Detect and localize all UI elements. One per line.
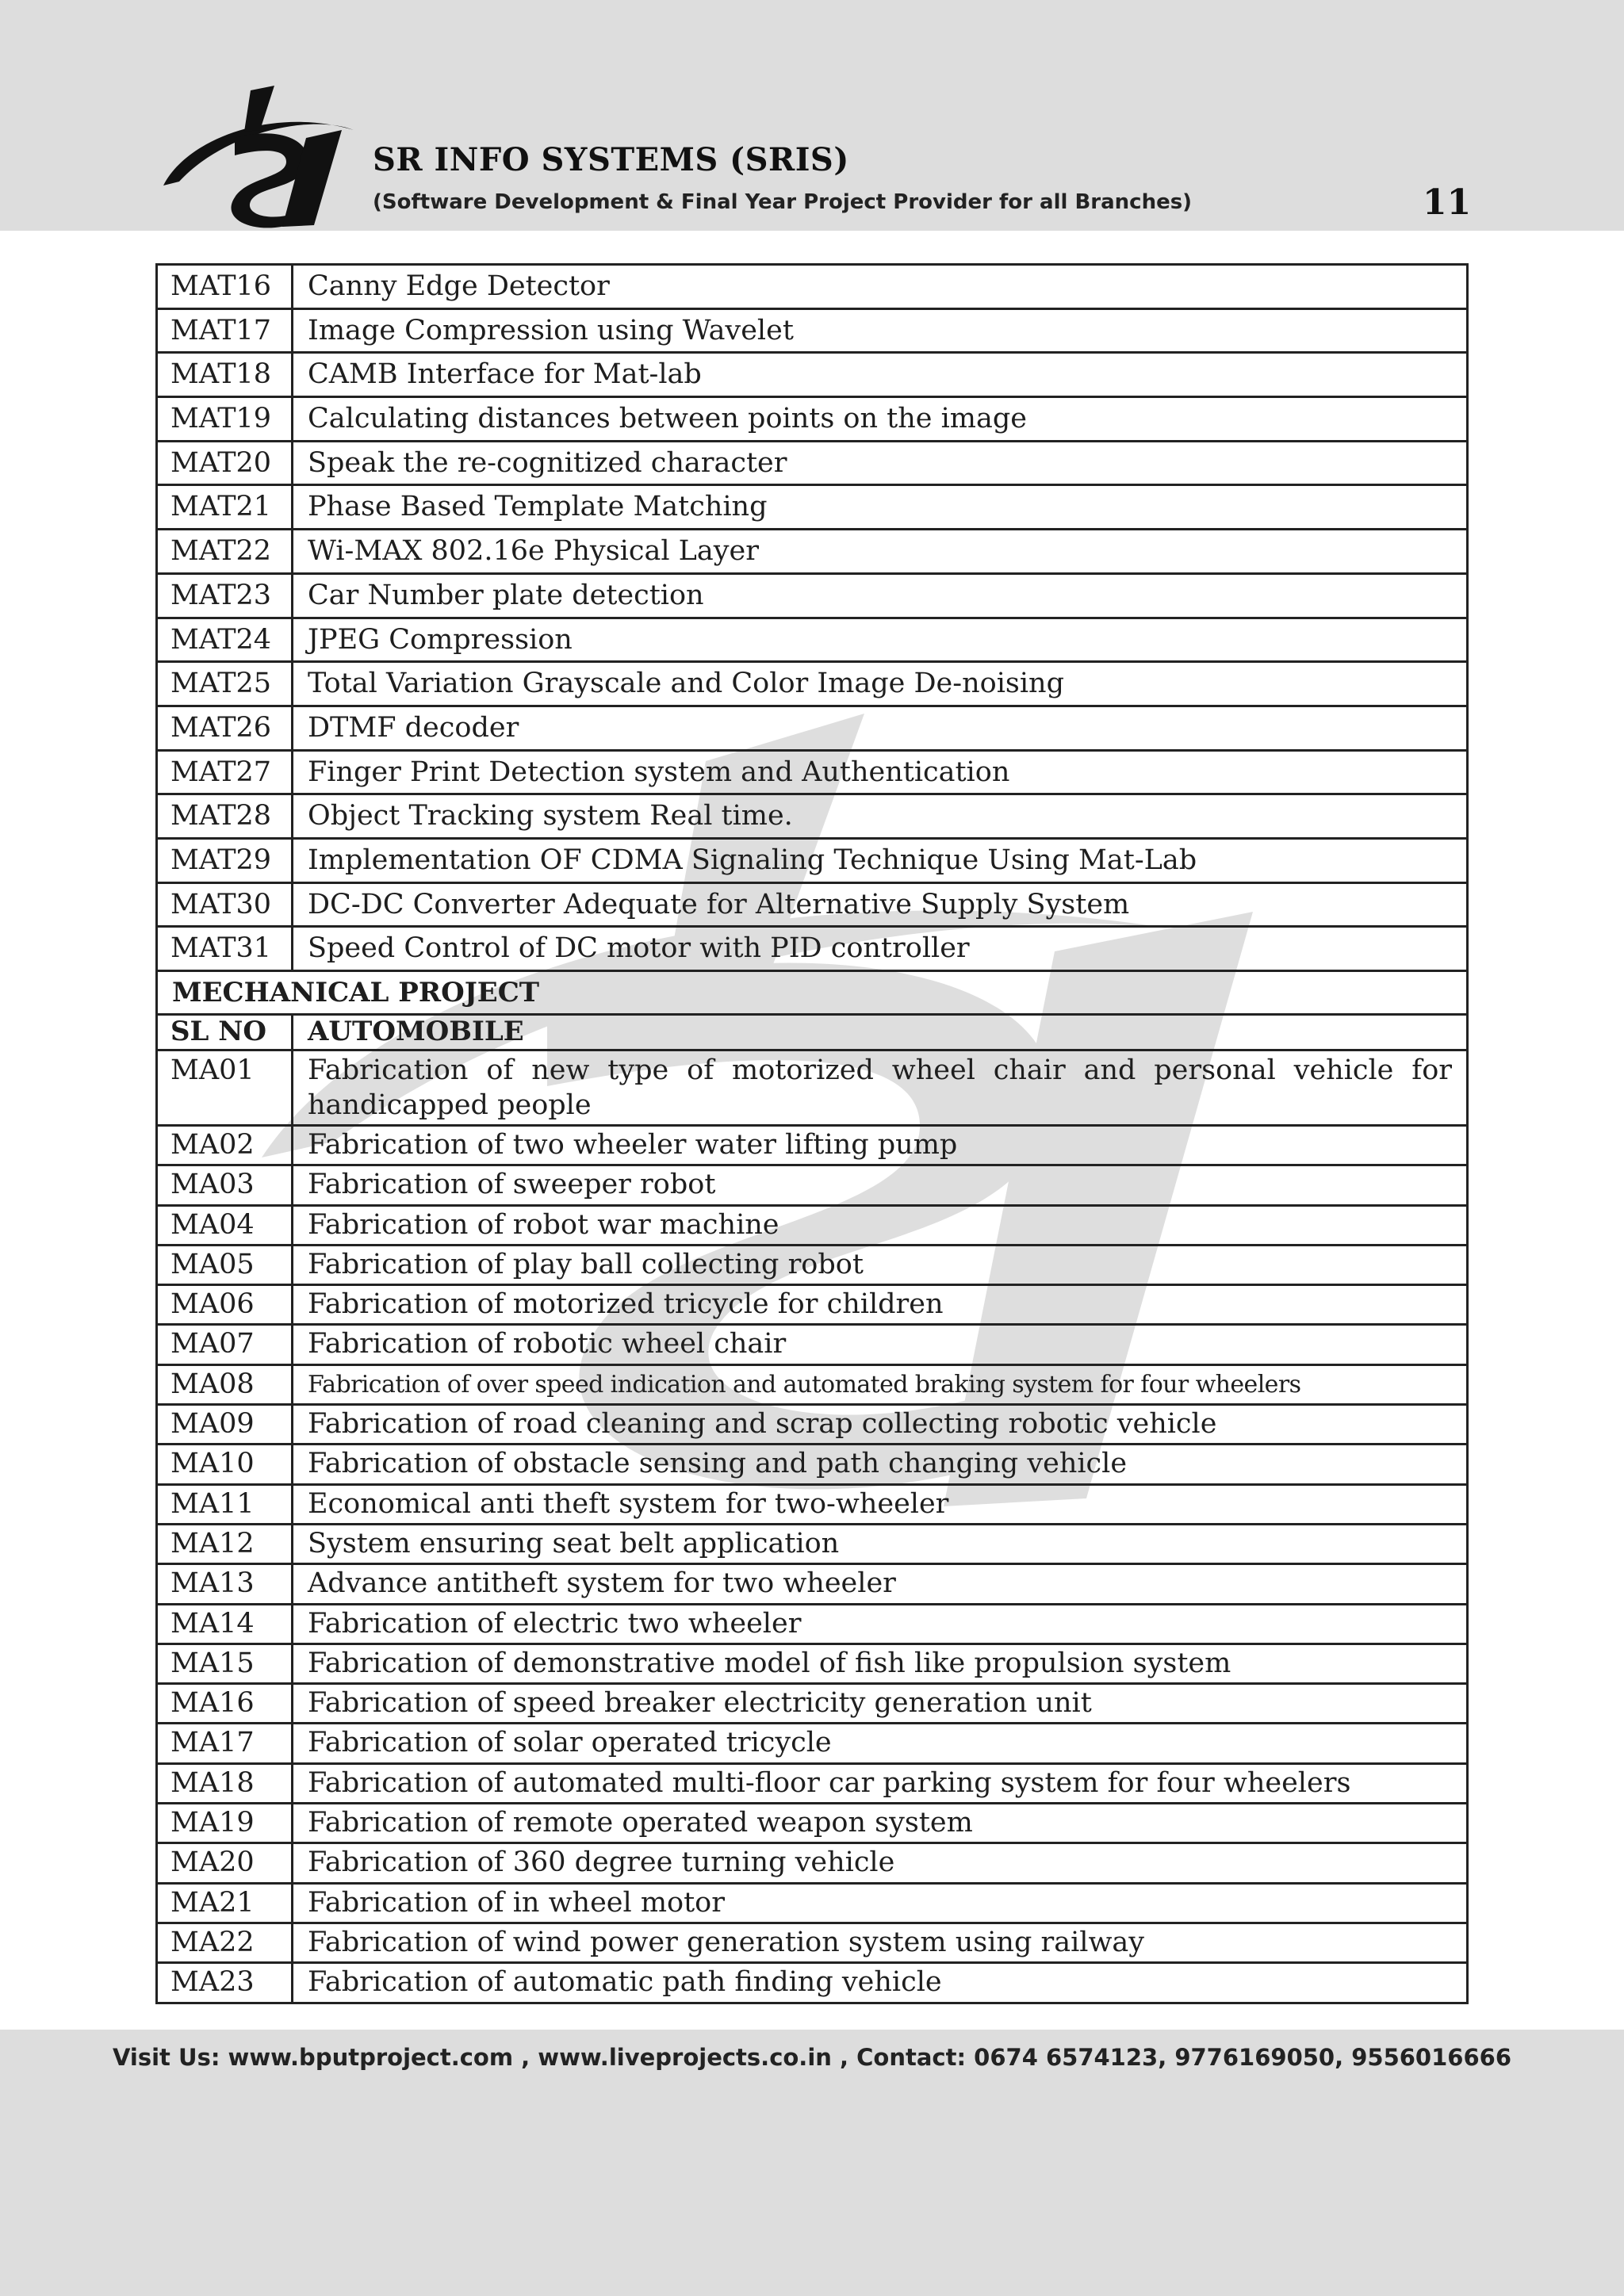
column-header-sl-no: SL NO (157, 1015, 293, 1050)
project-title: Fabrication of two wheeler water lifting pump (293, 1126, 1468, 1165)
project-title: Fabrication of sweeper robot (293, 1165, 1468, 1205)
project-title: Fabrication of demonstrative model of fish like propulsion system (293, 1644, 1468, 1683)
project-title: Object Tracking system Real time. (293, 794, 1468, 839)
column-header-category: AUTOMOBILE (293, 1015, 1468, 1050)
project-title: Fabrication of robotic wheel chair (293, 1325, 1468, 1364)
table-row (157, 1484, 1468, 1524)
table-row (157, 441, 1468, 485)
project-title: Fabrication of over speed indication and automated braking system for four wheelers (293, 1364, 1468, 1404)
table-row (157, 1405, 1468, 1445)
project-title: Fabrication of in wheel motor (293, 1883, 1468, 1923)
project-table (155, 263, 1469, 2004)
project-title: Fabrication of play ball collecting robot (293, 1245, 1468, 1284)
matlab-project-rows (157, 265, 1468, 971)
page-number: 11 (1423, 182, 1472, 223)
project-code: MAT18 (157, 353, 293, 397)
sris-logo-icon (155, 82, 362, 230)
table-row (157, 838, 1468, 882)
table-row (157, 397, 1468, 442)
project-code: MAT29 (157, 838, 293, 882)
project-code: MA23 (157, 1963, 293, 2003)
section-title: MECHANICAL PROJECT (157, 971, 1468, 1015)
mechanical-project-rows (157, 1050, 1468, 2003)
project-code: MAT30 (157, 882, 293, 927)
project-title: Car Number plate detection (293, 573, 1468, 618)
project-code: MA07 (157, 1325, 293, 1364)
project-code: MA09 (157, 1405, 293, 1445)
table-row (157, 265, 1468, 309)
table-row (157, 485, 1468, 530)
project-code: MAT23 (157, 573, 293, 618)
project-title: Calculating distances between points on the image (293, 397, 1468, 442)
table-row (157, 750, 1468, 794)
table-row (157, 1724, 1468, 1763)
project-title: Finger Print Detection system and Authentication (293, 750, 1468, 794)
project-title: Fabrication of new type of motorized wheel chair and personal vehicle for handicapped people (293, 1050, 1468, 1126)
table-row (157, 794, 1468, 839)
project-code: MA05 (157, 1245, 293, 1284)
project-code: MA18 (157, 1763, 293, 1803)
table-row (157, 662, 1468, 706)
table-row (157, 1325, 1468, 1364)
table-row (157, 1126, 1468, 1165)
table-row (157, 1804, 1468, 1843)
table-row (157, 1285, 1468, 1325)
project-code: MAT19 (157, 397, 293, 442)
project-title: Wi-MAX 802.16e Physical Layer (293, 530, 1468, 574)
project-title: Speed Control of DC motor with PID controller (293, 927, 1468, 971)
project-table-container (155, 263, 1469, 2004)
project-title: Image Compression using Wavelet (293, 308, 1468, 353)
project-code: MAT31 (157, 927, 293, 971)
project-code: MAT25 (157, 662, 293, 706)
project-code: MA19 (157, 1804, 293, 1843)
table-row (157, 882, 1468, 927)
project-code: MAT17 (157, 308, 293, 353)
table-row (157, 1564, 1468, 1604)
table-row (157, 1050, 1468, 1126)
section-title-row (157, 971, 1468, 1015)
table-row (157, 1883, 1468, 1923)
project-title: Implementation OF CDMA Signaling Technique Using Mat-Lab (293, 838, 1468, 882)
project-code: MA15 (157, 1644, 293, 1683)
table-row (157, 927, 1468, 971)
project-title: Fabrication of electric two wheeler (293, 1604, 1468, 1644)
project-code: MA13 (157, 1564, 293, 1604)
project-title: DTMF decoder (293, 706, 1468, 750)
project-title: Fabrication of road cleaning and scrap collecting robotic vehicle (293, 1405, 1468, 1445)
project-code: MA14 (157, 1604, 293, 1644)
project-code: MA04 (157, 1205, 293, 1245)
project-code: MA01 (157, 1050, 293, 1126)
table-row (157, 1524, 1468, 1563)
table-row (157, 1923, 1468, 1962)
project-code: MA21 (157, 1883, 293, 1923)
project-code: MA06 (157, 1285, 293, 1325)
project-code: MA08 (157, 1364, 293, 1404)
project-code: MA22 (157, 1923, 293, 1962)
project-code: MAT20 (157, 441, 293, 485)
project-title: Fabrication of robot war machine (293, 1205, 1468, 1245)
project-code: MA11 (157, 1484, 293, 1524)
table-row (157, 573, 1468, 618)
project-title: Fabrication of remote operated weapon system (293, 1804, 1468, 1843)
project-code: MAT26 (157, 706, 293, 750)
project-title: Advance antitheft system for two wheeler (293, 1564, 1468, 1604)
project-title: Total Variation Grayscale and Color Image De-noising (293, 662, 1468, 706)
table-row (157, 618, 1468, 662)
project-title: JPEG Compression (293, 618, 1468, 662)
project-title: Fabrication of automated multi-floor car parking system for four wheelers (293, 1763, 1468, 1803)
project-title: DC-DC Converter Adequate for Alternative Supply System (293, 882, 1468, 927)
project-title: Phase Based Template Matching (293, 485, 1468, 530)
table-row (157, 1364, 1468, 1404)
table-row (157, 530, 1468, 574)
project-code: MA20 (157, 1843, 293, 1883)
project-title: Fabrication of wind power generation system using railway (293, 1923, 1468, 1962)
table-row (157, 308, 1468, 353)
project-title: Fabrication of automatic path finding vehicle (293, 1963, 1468, 2003)
table-row (157, 706, 1468, 750)
project-title: Fabrication of 360 degree turning vehicle (293, 1843, 1468, 1883)
table-row (157, 353, 1468, 397)
table-row (157, 1245, 1468, 1284)
table-row (157, 1763, 1468, 1803)
project-code: MAT27 (157, 750, 293, 794)
project-code: MAT28 (157, 794, 293, 839)
column-header-row (157, 1015, 1468, 1050)
project-title: Fabrication of motorized tricycle for children (293, 1285, 1468, 1325)
company-tagline: (Software Development & Final Year Project Provider for all Branches) (373, 190, 1193, 214)
project-title: System ensuring seat belt application (293, 1524, 1468, 1563)
table-row (157, 1843, 1468, 1883)
project-code: MA02 (157, 1126, 293, 1165)
project-code: MA03 (157, 1165, 293, 1205)
project-code: MAT16 (157, 265, 293, 309)
project-code: MA16 (157, 1684, 293, 1724)
project-title: Fabrication of speed breaker electricity generation unit (293, 1684, 1468, 1724)
project-code: MAT24 (157, 618, 293, 662)
project-code: MA10 (157, 1445, 293, 1484)
project-code: MA17 (157, 1724, 293, 1763)
project-title: Canny Edge Detector (293, 265, 1468, 309)
table-row (157, 1445, 1468, 1484)
table-row (157, 1165, 1468, 1205)
table-row (157, 1644, 1468, 1683)
project-code: MA12 (157, 1524, 293, 1563)
table-row (157, 1604, 1468, 1644)
project-title: Fabrication of solar operated tricycle (293, 1724, 1468, 1763)
project-code: MAT21 (157, 485, 293, 530)
table-row (157, 1205, 1468, 1245)
company-name: SR INFO SYSTEMS (SRIS) (373, 141, 849, 178)
project-title: Fabrication of obstacle sensing and path changing vehicle (293, 1445, 1468, 1484)
mechanical-section-header (157, 971, 1468, 1050)
table-row (157, 1684, 1468, 1724)
project-title: Speak the re-cognitized character (293, 441, 1468, 485)
project-title: Economical anti theft system for two-wheeler (293, 1484, 1468, 1524)
table-row (157, 1963, 1468, 2003)
project-title: CAMB Interface for Mat-lab (293, 353, 1468, 397)
project-code: MAT22 (157, 530, 293, 574)
footer-contact-text: Visit Us: www.bputproject.com , www.liveprojects.co.in , Contact: 0674 6574123, 9776169050, 9556016666 (112, 2044, 1511, 2071)
